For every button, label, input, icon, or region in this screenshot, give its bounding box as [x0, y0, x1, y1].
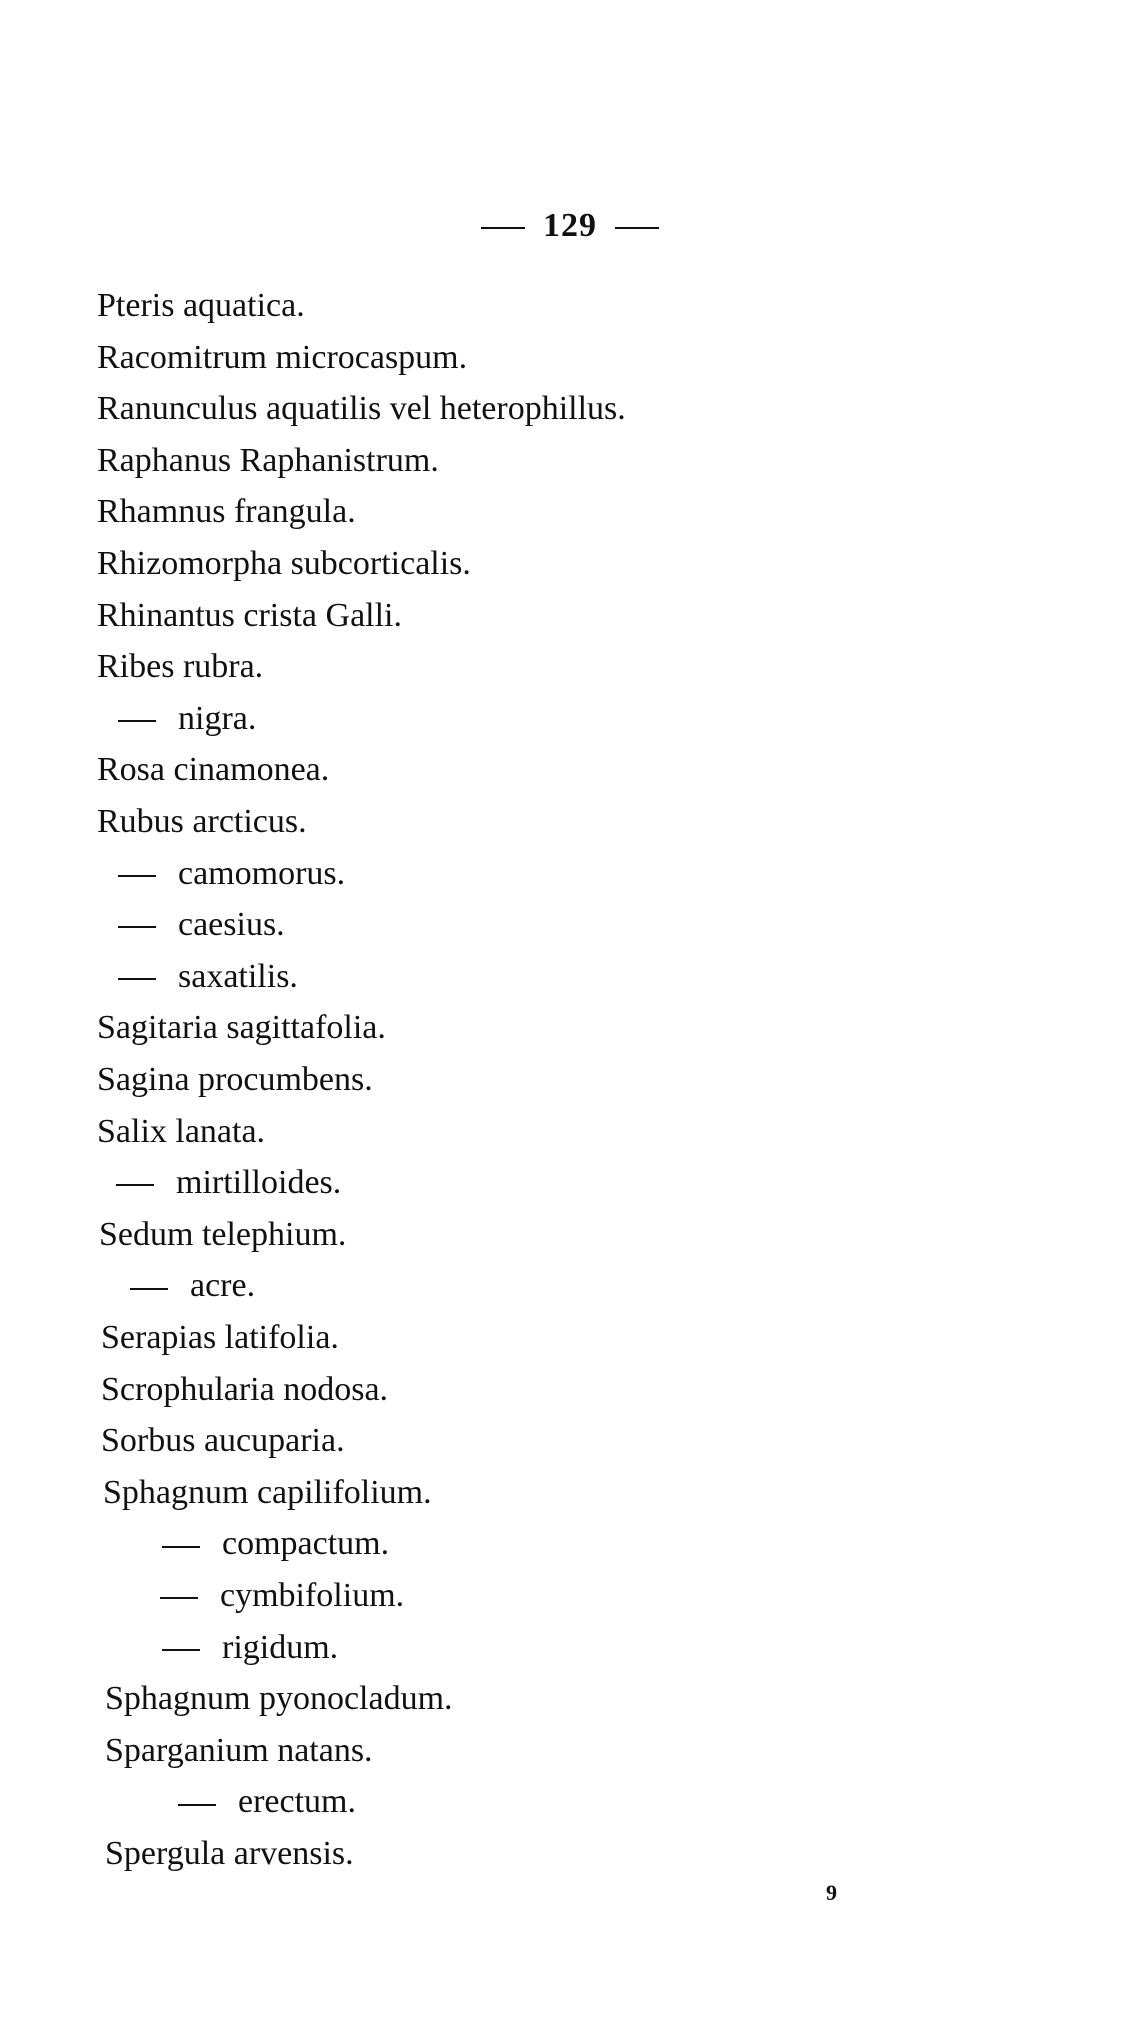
entry-text: Sagina procumbens.: [97, 1061, 373, 1098]
list-item: [105, 1834, 354, 1874]
signature-mark: 9: [826, 1880, 837, 1905]
list-item-continuation: [162, 1628, 338, 1668]
ditto-dash: [118, 875, 156, 877]
entry-text: Ranunculus aquatilis vel heterophillus.: [97, 390, 626, 428]
list-item-continuation: [178, 1782, 356, 1822]
entry-text: Sparganium natans.: [105, 1731, 373, 1769]
entry-text: Racomitrum microcaspum.: [97, 338, 468, 376]
list-item: [97, 647, 263, 687]
entry-text: Sedum telephium.: [99, 1215, 347, 1253]
entry-text: Rubus arcticus.: [97, 803, 307, 840]
ditto-dash: [162, 1546, 200, 1548]
list-item-continuation: [130, 1266, 255, 1306]
entry-text: cymbifolium.: [220, 1577, 405, 1614]
list-item-continuation: [162, 1524, 389, 1564]
entry-text: Rosa cinamonea.: [97, 751, 330, 789]
entry-text: Rhamnus frangula.: [97, 493, 356, 531]
ditto-dash: [118, 720, 156, 722]
ditto-dash: [160, 1597, 198, 1599]
list-item: [97, 286, 305, 326]
entry-text: mirtilloides.: [176, 1164, 342, 1202]
entry-text: Rhinantus crista Galli.: [97, 596, 403, 634]
entry-text: Ribes rubra.: [97, 648, 264, 686]
list-item-continuation: [118, 905, 285, 945]
list-item: [97, 1008, 386, 1048]
list-item: [97, 544, 471, 584]
entry-text: Scrophularia nodosa.: [101, 1370, 389, 1408]
list-item-continuation: [118, 699, 256, 739]
entry-text: Raphanus Raphanistrum.: [97, 441, 439, 479]
list-item: [97, 441, 439, 481]
entry-text: acre.: [190, 1267, 256, 1305]
list-item: [97, 596, 402, 636]
list-item: [101, 1421, 345, 1461]
entry-text: Salix lanata.: [97, 1112, 266, 1150]
ditto-dash: [162, 1649, 200, 1651]
list-item-continuation: [118, 854, 345, 894]
list-item: [97, 389, 626, 429]
entry-text: Serapias latifolia.: [101, 1319, 339, 1356]
entry-text: Sorbus aucuparia.: [101, 1422, 345, 1460]
ditto-dash: [130, 1288, 168, 1290]
list-item: [97, 492, 356, 532]
ditto-dash: [118, 926, 156, 928]
list-item: [97, 1112, 265, 1152]
header-dash-right: [615, 227, 659, 229]
list-item: [101, 1370, 388, 1410]
list-item: [97, 802, 307, 842]
ditto-dash: [178, 1804, 216, 1806]
list-item-continuation: [116, 1163, 341, 1203]
entry-text: Spergula arvensis.: [105, 1835, 354, 1872]
entry-text: camomorus.: [178, 854, 346, 892]
list-item: [103, 1473, 432, 1513]
entry-text: Sagitaria sagittafolia.: [97, 1009, 386, 1047]
entry-text: erectum.: [238, 1783, 356, 1821]
ditto-dash: [118, 978, 156, 980]
header-dash-left: [481, 227, 525, 229]
list-item-continuation: [160, 1576, 404, 1616]
entry-text: Pteris aquatica.: [97, 287, 305, 324]
entry-text: Rhizomorpha subcorticalis.: [97, 545, 471, 582]
list-item: [105, 1679, 453, 1719]
entry-text: compactum.: [222, 1525, 390, 1563]
entry-text: caesius.: [178, 906, 285, 944]
list-item: [97, 338, 467, 378]
list-item: [99, 1215, 346, 1255]
entry-text: rigidum.: [222, 1628, 339, 1666]
entry-text: nigra.: [178, 699, 257, 737]
page-header: [0, 207, 1140, 245]
page-number: 129: [543, 207, 597, 244]
entry-text: saxatilis.: [178, 957, 298, 995]
list-item: [97, 750, 329, 790]
list-item: [101, 1318, 339, 1358]
entry-text: Sphagnum capilifolium.: [103, 1473, 432, 1511]
list-item-continuation: [118, 957, 298, 997]
ditto-dash: [116, 1184, 154, 1186]
list-item: [97, 1060, 373, 1100]
list-item: [105, 1731, 373, 1771]
entry-text: Sphagnum pyonocladum.: [105, 1680, 453, 1718]
